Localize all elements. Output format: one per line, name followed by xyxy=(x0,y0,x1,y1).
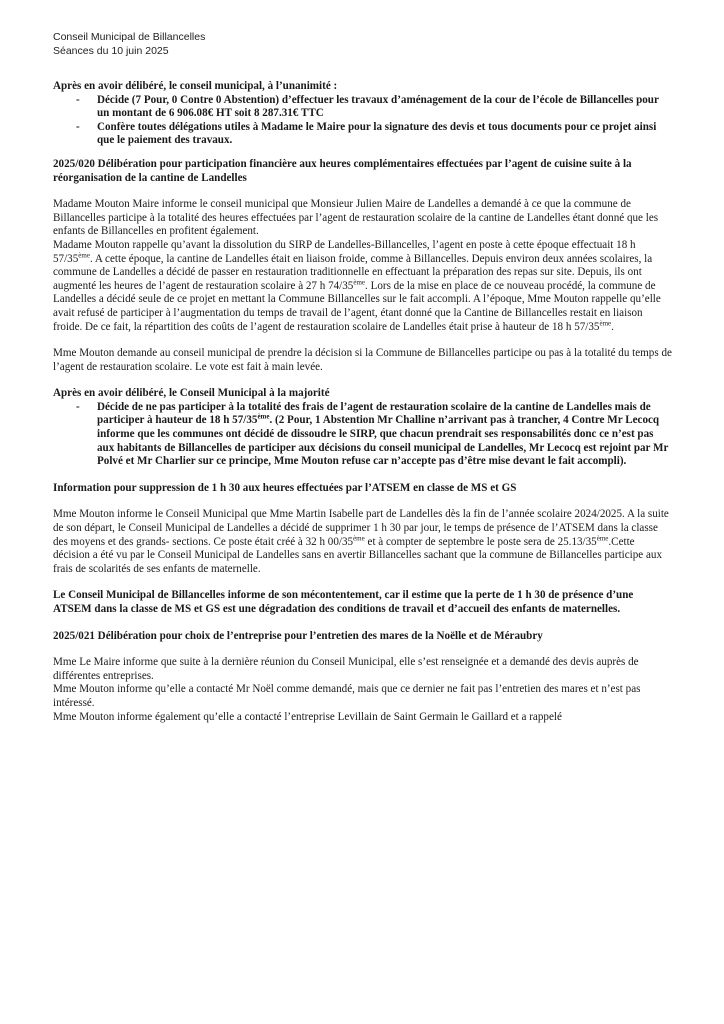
decision-list xyxy=(53,401,673,469)
deliberation-intro: Après en avoir délibéré, le conseil municipal, à l’unanimité : xyxy=(53,80,338,92)
decision-item: - Confère toutes délégations utiles à Madame le Maire pour la signature des devis et tous documents pour ce projet ainsi que le paiement des travaux. xyxy=(53,121,673,148)
section-title: Information pour suppression de 1 h 30 aux heures effectuées par l’ATSEM en classe de MS et GS xyxy=(53,481,517,494)
document-header xyxy=(53,30,205,58)
council-statement: Le Conseil Municipal de Billancelles informe de son mécontentement, car il estime que la perte de 1 h 30 de présence d’une ATSEM dans la classe de MS et GS est une dégradation des conditions de travail et d’accueil des enfants de maternelles. xyxy=(53,589,634,615)
paragraph: Madame Mouton rappelle qu’avant la dissolution du SIRP de Landelles-Billancelles, l’agent en poste à cette époque effectuait 18 h 57/35ème. A cette époque, la cantine de Landelles était en liaison froide, comme à Billancelles. Depuis environ deux années scolaires, la commune de Landelles a décidé de passer en restauration traditionnelle en effectuant la préparation des repas sur site. Depuis, ils ont augmenté les heures de l’agent de restauration scolaire à 27 h 74/35ème. Lors de la mise en place de ce nouveau procédé, la commune de Landelles a décidé seule de ce projet en mettant la Commune Billancelles sur le fait accompli. A l’époque, Mme Mouton rappelle qu’elle avait refusé de participer à l’augmentation du temps de travail de l’agent, étant donné que la Cantine de Billancelles restait en liaison froide. De ce fait, la répartition des coûts de l’agent de restauration scolaire de Landelles était prise à hauteur de 18 h 57/35ème. xyxy=(53,238,661,333)
document-body xyxy=(53,80,673,724)
header-session-date: Séances du 10 juin 2025 xyxy=(53,45,169,57)
paragraph: Mme Mouton informe également qu’elle a contacté l’entreprise Levillain de Saint Germain le Gaillard et a rappelé xyxy=(53,710,562,723)
paragraph: Mme Mouton informe le Conseil Municipal que Mme Martin Isabelle part de Landelles dès la fin de l’année scolaire 2024/2025. A la suite de son départ, le Conseil Municipal de Landelles a décidé de supprimer 1 h 30 par jour, le temps de présence de l’ATSEM dans la classe des moyens et des grands- sections. Ce poste était créé à 32 h 00/35ème et à compter de septembre le poste sera de 25.13/35ème.Cette décision a été vu par le Conseil Municipal de Landelles sans en avertir Billancelles sachant que la commune de Billancelles participe aux frais de scolarités de ses enfants de maternelle. xyxy=(53,508,669,575)
deliberation-intro: Après en avoir délibéré, le Conseil Municipal à la majorité xyxy=(53,387,330,400)
paragraph: Madame Mouton Maire informe le conseil municipal que Monsieur Julien Maire de Landelles a demandé à ce que la commune de Billancelles participe à la totalité des heures effectuées par l’agent de restauration scolaire de la cantine de Landelles étant donné que les enfants de Billancelles en profitent également. xyxy=(53,198,659,238)
header-council-name: Conseil Municipal de Billancelles xyxy=(53,31,206,43)
decision-item: - Décide de ne pas participer à la totalité des frais de l’agent de restauration scolaire de la cantine de Landelles mais de participer à hauteur de 18 h 57/35ème. (2 Pour, 1 Abstention Mr Challine n’arrivant pas à trancher, 4 Contre Mr Lecocq informe que les communes ont décidé de dissoudre le SIRP, que chacun prendrait ses responsabilités donc ce n’est pas aux habitants de Billancelles de participer aux décisions du conseil municipal de Landelles, Mr Lecocq est rejoint par Mr Polvé et Mr Charlier sur ce principe, Mme Mouton refuse car n’accepte pas d’être mise devant le fait accompli). xyxy=(53,401,673,469)
section-title: 2025/020 Délibération pour participation financière aux heures complémentaires effectuées par l’agent de cuisine suite à la réorganisation de la cantine de Landelles xyxy=(53,157,632,184)
decision-list xyxy=(53,94,673,148)
paragraph: Mme Mouton demande au conseil municipal de prendre la décision si la Commune de Billancelles participe ou pas à la totalité du temps de l’agent de restauration scolaire. Le vote est fait à main levée. xyxy=(53,347,672,373)
section-title: 2025/021 Délibération pour choix de l’entreprise pour l’entretien des mares de la Noëlle et de Méraubry xyxy=(53,629,543,642)
paragraph: Mme Le Maire informe que suite à la dernière réunion du Conseil Municipal, elle s’est renseignée et a demandé des devis auprès de différentes entreprises. xyxy=(53,656,639,682)
decision-item: - Décide (7 Pour, 0 Contre 0 Abstention) d’effectuer les travaux d’aménagement de la cour de l’école de Billancelles pour un montant de 6 906.08€ HT soit 8 287.31€ TTC xyxy=(53,94,673,121)
paragraph: Mme Mouton informe qu’elle a contacté Mr Noël comme demandé, mais que ce dernier ne fait pas l’entretien des mares et n’est pas intéressé. xyxy=(53,683,641,709)
